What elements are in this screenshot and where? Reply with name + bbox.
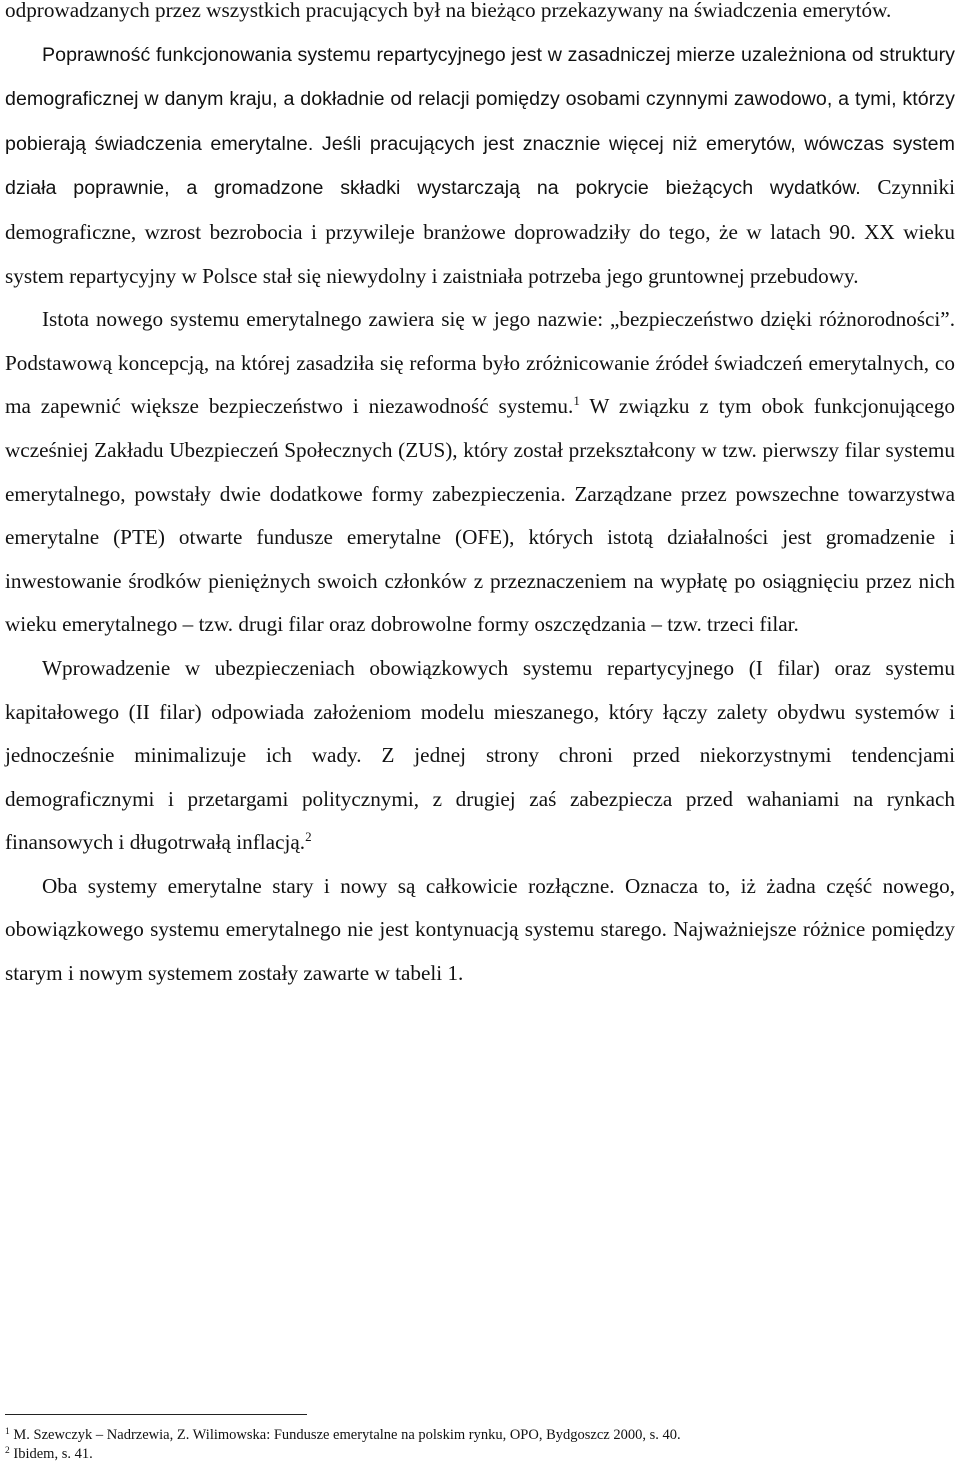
- footnote-ref[interactable]: 2: [305, 829, 312, 845]
- paragraph-text: Oba systemy emerytalne stary i nowy są całkowicie rozłączne. Oznacza to, iż żadna część nowego, obowiązkowego systemu emerytalnego nie jest kontynuacją systemu starego. Najważniejsze różnice pomiędzy starym i nowym systemem zostały zawarte w tabeli 1.: [5, 873, 955, 986]
- document-body: [5, 0, 955, 996]
- paragraph-systems-separation: [5, 865, 955, 996]
- footnotes: [5, 1426, 945, 1464]
- paragraph-mixed-model: [5, 647, 955, 865]
- paragraph-text: Czynniki demograficzne, wzrost bezrobocia i przywileje branżowe doprowadziły do tego, że w latach 90. XX wieku system repartycyjny w Polsce stał się niewydolny i zaistniała potrzeba jego gruntownej przebudowy.: [5, 175, 955, 288]
- paragraph-text-sans: Poprawność funkcjonowania systemu repartycyjnego jest w zasadniczej mierze uzależniona od struktury demograficznej w danym kraju, a dokładnie od relacji pomiędzy osobami czynnymi zawodowo, a tymi, którzy pobierają świadczenia emerytalne. Jeśli pracujących jest znacznie więcej niż emerytów, wówczas system działa poprawnie, a gromadzone składki wystarczają na pokrycie bieżących wydatków.: [5, 43, 955, 200]
- footnote-ref[interactable]: 1: [573, 393, 580, 409]
- footnote-separator: [5, 1414, 307, 1415]
- footnote: [5, 1445, 945, 1464]
- footnote-mark: 1: [5, 1426, 10, 1437]
- paragraph-repartition-system: [5, 33, 955, 299]
- footnote: [5, 1426, 945, 1445]
- paragraph-new-system: [5, 298, 955, 647]
- paragraph-continuation: [5, 0, 955, 33]
- paragraph-text: Wprowadzenie w ubezpieczeniach obowiązkowych systemu repartycyjnego (I filar) oraz systemu kapitałowego (II filar) odpowiada założeniom modelu mieszanego, który łączy zalety obydwu systemów i jednocześnie minimalizuje ich wady. Z jednej strony chroni przed niekorzystnymi tendencjami demograficznymi i przetargami politycznymi, z drugiej zaś zabezpiecza przed wahaniami na rynkach finansowych i długotrwałą inflacją.: [5, 655, 955, 855]
- footnote-text: M. Szewczyk – Nadrzewia, Z. Wilimowska: Fundusze emerytalne na polskim rynku, OPO, Bydgoszcz 2000, s. 40.: [9, 1427, 681, 1443]
- paragraph-text: Istota nowego systemu emerytalnego zawiera się w jego nazwie: „bezpieczeństwo dzięki różnorodności”. Podstawową koncepcją, na której zasadziła się reforma było zróżnicowanie źródeł świadczeń emerytalnych, co ma zapewnić większe bezpieczeństwo i niezawodność systemu.: [5, 307, 955, 419]
- paragraph-text: odprowadzanych przez wszystkich pracujących był na bieżąco przekazywany na świadczenia emerytów.: [5, 0, 892, 22]
- paragraph-text: W związku z tym obok funkcjonującego wcześniej Zakładu Ubezpieczeń Społecznych (ZUS), który został przekształcony w tzw. pierwszy filar systemu emerytalnego, powstały dwie dodatkowe formy zabezpieczenia. Zarządzane przez powszechne towarzystwa emerytalne (PTE) otwarte fundusze emerytalne (OFE), których istotą działalności jest gromadzenie i inwestowanie środków pieniężnych swoich członków z przeznaczeniem na wypłatę po osiągnięciu przez nich wieku emerytalnego – tzw. drugi filar oraz dobrowolne formy oszczędzania – tzw. trzeci filar.: [5, 394, 955, 637]
- footnote-text: Ibidem, s. 41.: [9, 1446, 93, 1462]
- footnote-mark: 2: [5, 1445, 10, 1456]
